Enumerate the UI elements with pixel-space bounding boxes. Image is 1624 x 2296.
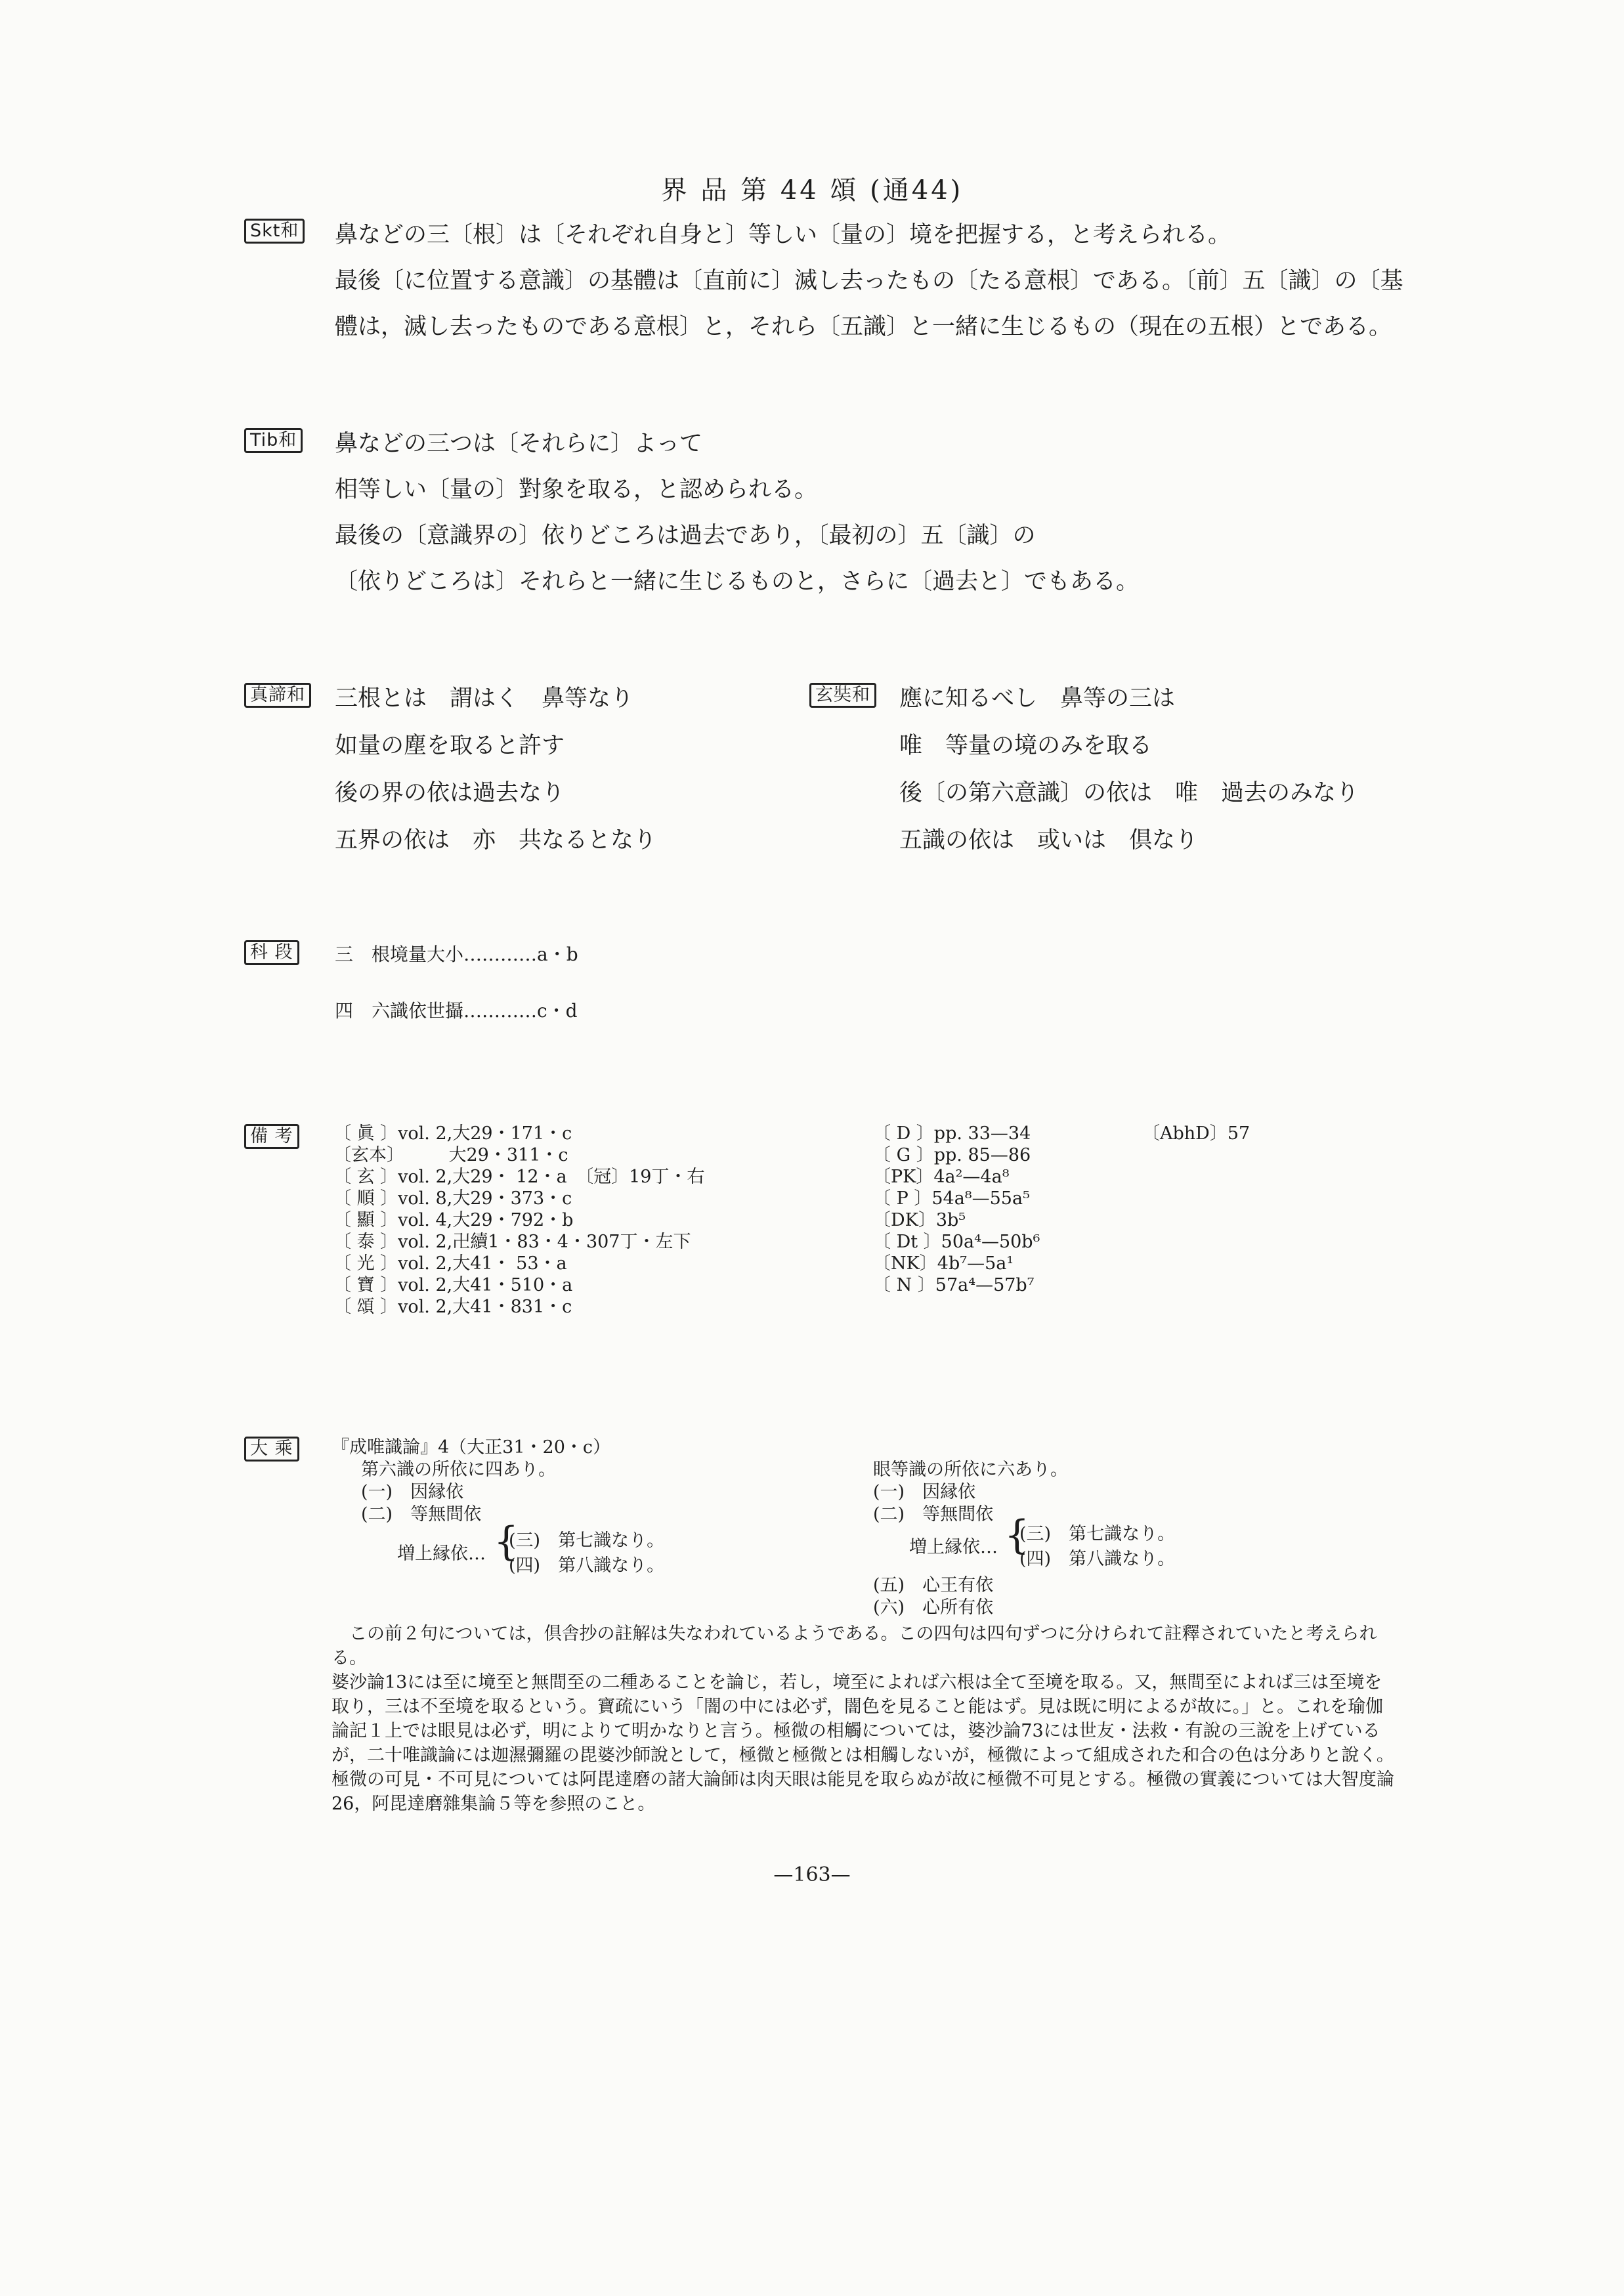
verse-title: 界 品 第 44 頌 (通44) [660,175,964,206]
paramartha-line-3: 後の界の依は過去なり [335,780,565,806]
tib-tag: Tib和 [244,428,303,453]
daijo-right-title: 眼等識の所依に六あり。 [873,1460,1068,1480]
ref-dk: 〔DK〕3b⁵ [873,1210,966,1230]
ref-shin: 〔 眞 〕vol. 2,大29・171・c [333,1123,572,1144]
paramartha-line-4: 五界の依は 亦 共なるとなり [335,827,657,854]
ref-g: 〔 G 〕pp. 85—86 [873,1145,1031,1165]
ref-gen: 〔 玄 〕vol. 2,大29・ 12・a 〔冠〕19丁・右 [333,1167,705,1187]
ref-ken: 〔 顯 〕vol. 4,大29・792・b [333,1210,574,1230]
xuanzang-tag: 玄奘和 [809,683,876,708]
xuanzang-line-1: 應に知るべし 鼻等の三は [899,685,1176,712]
daijo-right-item-2: (二) 等無間依 [873,1504,994,1525]
tib-line-2: 相等しい〔量の〕對象を取る，と認められる。 [335,477,818,503]
tib-line-1: 鼻などの三つは〔それらに〕よって [335,431,703,457]
kadan-line-2: 四 六識依世攝…………c・d [335,1000,578,1022]
daijo-tag: 大 乘 [244,1437,299,1462]
xuanzang-line-3: 後〔の第六意識〕の依は 唯 過去のみなり [899,780,1359,806]
ref-dt: 〔 Dt 〕50a⁴—50b⁶ [873,1232,1040,1252]
skt-line-2: 最後〔に位置する意識〕の基體は〔直前に〕滅し去ったもの〔たる意根〕である。〔前〕五〔識〕の〔基 [335,268,1403,294]
tib-line-3: 最後の〔意識界の〕依りどころは過去であり，〔最初の〕五〔識〕の [335,523,1036,549]
left-brace: { [494,1519,519,1565]
xuanzang-line-2: 唯 等量の境のみを取る [899,733,1153,759]
daijo-left-title: 第六識の所依に四あり。 [361,1460,556,1480]
ref-p: 〔 P 〕54a⁸—55a⁵ [873,1188,1030,1209]
ref-abhd: 〔AbhD〕57 [1142,1123,1250,1144]
daijo-right-zojo: 増上縁依… [909,1537,998,1557]
daijo-left-zojo: 増上縁依… [397,1544,486,1564]
page-number: —163— [773,1863,851,1886]
daijo-left-item-1: (一) 因縁依 [361,1482,464,1502]
biko-left-list [333,1123,704,1318]
skt-line-1: 鼻などの三〔根〕は〔それぞれ自身と〕等しい〔量の〕境を把握する，と考えられる。 [335,222,1231,248]
daijo-note-1: この前２句については，倶舎抄の註解は失なわれているようである。この四句は四句ずつに分けられて註釋されていたと考えられる。 [331,1624,1377,1668]
daijo-left-zojo-1: (三) 第七識なり。 [509,1530,665,1551]
daijo-right-item-1: (一) 因縁依 [873,1482,976,1502]
skt-line-3: 體は，滅し去ったものである意根〕と，それら〔五識〕と一緒に生じるもの（現在の五根）とである。 [335,314,1392,340]
ref-jun: 〔 順 〕vol. 8,大29・373・c [333,1188,572,1209]
daijo-right-zojo-2: (四) 第八識なり。 [1019,1549,1176,1569]
xuanzang-line-4: 五識の依は 或いは 倶なり [899,827,1199,854]
paramartha-line-1: 三根とは 謂はく 鼻等なり [335,685,634,712]
daijo-right-zojo-1: (三) 第七識なり。 [1019,1524,1176,1544]
right-brace: { [1004,1512,1030,1558]
ref-pk: 〔PK〕4a²—4a⁸ [873,1167,1010,1187]
daijo-right-extra-2: (六) 心所有依 [873,1597,994,1618]
daijo-right-extra-1: (五) 心王有依 [873,1575,994,1595]
kadan-line-1: 三 根境量大小…………a・b [335,943,578,965]
paramartha-line-2: 如量の塵を取ると許す [335,733,565,759]
daijo-source: 『成唯識論』4（大正31・20・c） [331,1437,611,1458]
ref-ho: 〔 寶 〕vol. 2,大41・510・a [333,1275,573,1295]
paramartha-tag: 真諦和 [244,683,311,708]
daijo-left-item-2: (二) 等無間依 [361,1504,482,1525]
kadan-tag: 科 段 [244,940,299,965]
biko-right-list [873,1123,1040,1296]
ref-n: 〔 N 〕57a⁴—57b⁷ [873,1275,1035,1295]
tib-line-4: 〔依りどころは〕それらと一緒に生じるものと，さらに〔過去と〕でもある。 [335,569,1140,595]
biko-tag: 備 考 [244,1124,299,1149]
ref-tai: 〔 泰 〕vol. 2,卍續1・83・4・307丁・左下 [333,1232,691,1252]
daijo-note-2: 婆沙論13には至に境至と無間至の二種あることを論じ，若し，境至によれば六根は全て至境を取る。又，無間至によれば三は至境を取り，三は不至境を取るという。寶疏にいう「闇の中には必ず，闇色を見ること能はず。見は既に明によるが故に。」と。これを瑜伽論記１上では眼見は必ず，明によりて明かなりと言う。極微の相觸については，婆沙論73には世友・法救・有說の三說を上げているが，二十唯識論には迦濕彌羅の毘婆沙師說として，極微と極微とは相觸しないが，極微によって組成された和合の色は分ありと說く。極微の可見・不可見については阿毘達磨の諸大論師は肉天眼は能見を取らぬが故に極微不可見とする。極微の實義については大智度論26，阿毘達磨雜集論５等を参照のこと。 [331,1672,1394,1814]
daijo-left-zojo-2: (四) 第八識なり。 [509,1555,665,1576]
ref-d: 〔 D 〕pp. 33—34 [873,1123,1031,1144]
ref-nk: 〔NK〕4b⁷—5a¹ [873,1253,1014,1274]
skt-tag: Skt和 [244,219,305,244]
ref-ko: 〔 光 〕vol. 2,大41・ 53・a [333,1253,567,1274]
ref-genpon: 〔玄本〕 大29・311・c [333,1145,568,1165]
ref-ju: 〔 頌 〕vol. 2,大41・831・c [333,1297,572,1317]
